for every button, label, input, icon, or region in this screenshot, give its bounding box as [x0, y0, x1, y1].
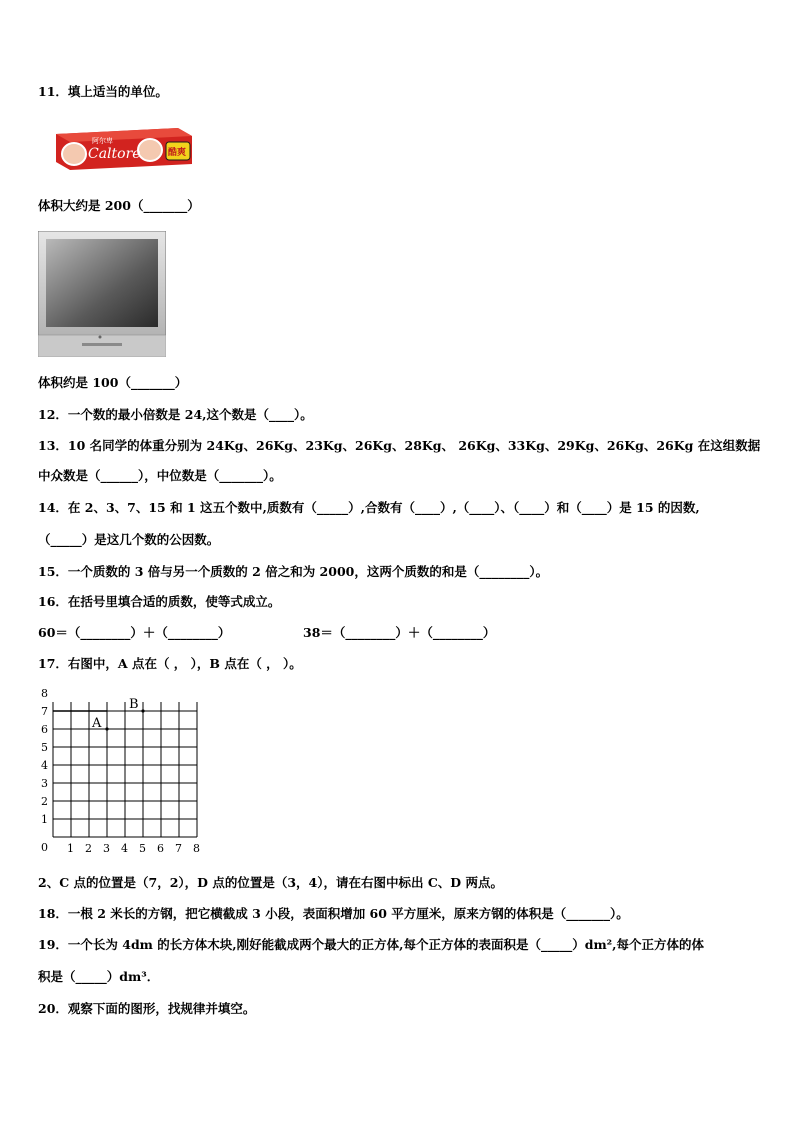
y-tick-label: 3 [41, 777, 48, 790]
coordinate-grid [34, 686, 206, 858]
q12: 12．一个数的最小倍数是 24,这个数是（____）。 [38, 407, 313, 422]
q17-part2: 2、C 点的位置是（7，2），D 点的位置是（3，4），请在右图中标出 C、D 两点。 [38, 875, 503, 890]
point-b [141, 709, 144, 712]
q11-line1: 体积大约是 200（_______） [38, 198, 200, 213]
x-tick-label: 6 [157, 842, 164, 855]
gum-brand-cn: 阿尔卑 [92, 137, 113, 145]
q14-line1: 14．在 2、3、7、15 和 1 这五个数中,质数有（_____）,合数有（____）,（____）、（____）和（____）是 15 的因数, [38, 500, 700, 515]
q11-title: 11．填上适当的单位。 [38, 84, 168, 99]
y-tick-label: 8 [41, 687, 48, 700]
q16-title: 16．在括号里填合适的质数，使等式成立。 [38, 594, 281, 609]
gum-brand: Caltore [88, 146, 141, 162]
x-tick-label: 5 [139, 842, 146, 855]
q17-title: 17．右图中，A 点在（ ， ），B 点在（ ， ）。 [38, 656, 302, 671]
x-tick-label: 2 [85, 842, 92, 855]
q15: 15．一个质数的 3 倍与另一个质数的 2 倍之和为 2000，这两个质数的和是（________）。 [38, 564, 549, 579]
y-tick-label: 4 [41, 759, 48, 772]
x-tick-label: 1 [67, 842, 74, 855]
q19-line2: 积是（_____）dm³． [38, 969, 160, 984]
q14-line2: （_____）是这几个数的公因数。 [38, 532, 220, 547]
q16-eq1: 60＝（________）＋（________） [38, 625, 231, 640]
q20: 20．观察下面的图形，找规律并填空。 [38, 1001, 256, 1016]
gum-badge: 酷爽 [168, 148, 187, 158]
y-tick-label: 7 [41, 705, 48, 718]
q13-line2: 中众数是（______），中位数是（_______）。 [38, 468, 282, 483]
gum-box-image [52, 126, 194, 172]
y-tick-label: 6 [41, 723, 48, 736]
point-b-label: B [129, 697, 139, 712]
x-tick-label: 3 [103, 842, 110, 855]
y-tick-label: 0 [41, 841, 48, 854]
y-tick-label: 5 [41, 741, 48, 754]
q16-eq2: 38＝（________）＋（________） [303, 625, 496, 640]
point-a [105, 727, 108, 730]
tv-image [38, 231, 166, 357]
x-tick-label: 4 [121, 842, 128, 855]
q13-line1: 13．10 名同学的体重分别为 24Kg、26Kg、23Kg、26Kg、28Kg、 26Kg、33Kg、29Kg、26Kg、26Kg 在这组数据 [38, 438, 761, 453]
x-tick-label: 7 [175, 842, 182, 855]
q18: 18．一根 2 米长的方钢，把它横截成 3 小段，表面积增加 60 平方厘米，原来方钢的体积是（_______）。 [38, 906, 629, 921]
q11-line2: 体积约是 100（_______） [38, 375, 188, 390]
point-a-label: A [92, 716, 102, 731]
y-tick-label: 2 [41, 795, 48, 808]
q19-line1: 19．一个长为 4dm 的长方体木块,刚好能截成两个最大的正方体,每个正方体的表面积是（_____）dm²,每个正方体的体 [38, 937, 705, 952]
x-tick-label: 8 [193, 842, 200, 855]
y-tick-label: 1 [41, 813, 48, 826]
